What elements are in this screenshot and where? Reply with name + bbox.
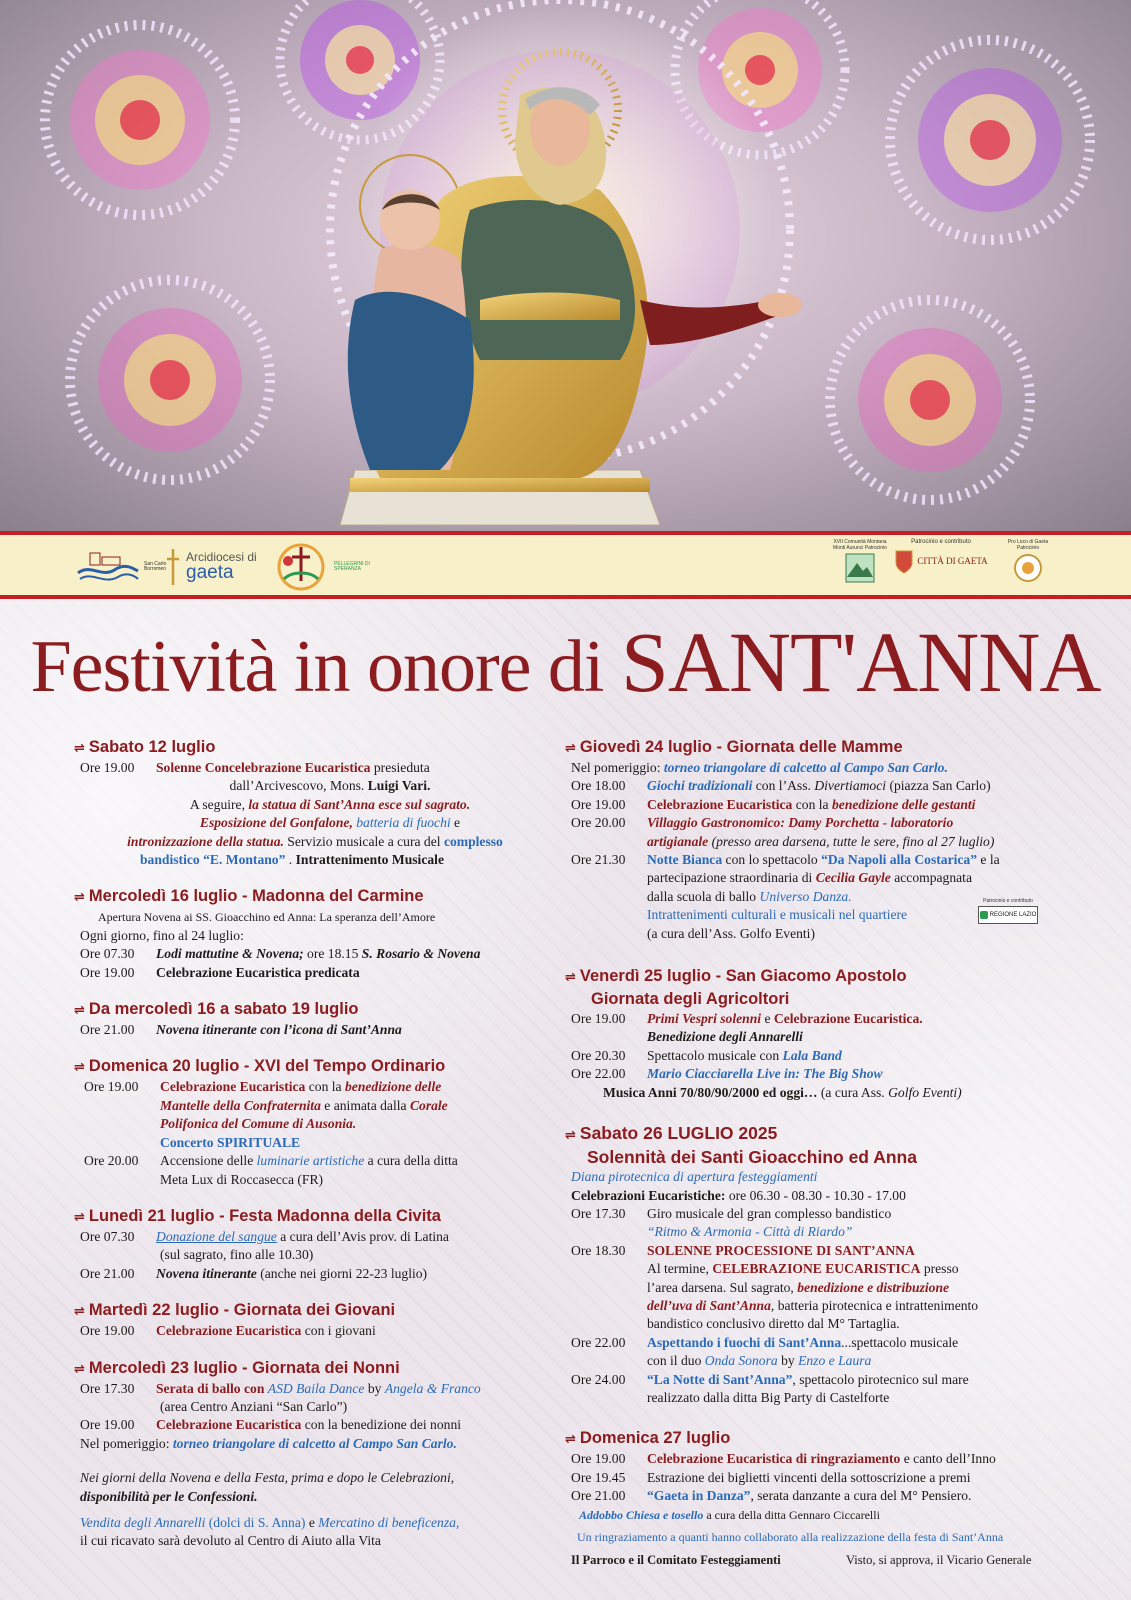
section-heading: ⇌ Domenica 27 luglio (565, 1429, 731, 1448)
statue-illustration (0, 0, 1131, 531)
ornament-icon: ⇌ (565, 1431, 576, 1447)
jubilee-icon (272, 541, 330, 593)
cross-icon (164, 547, 182, 587)
sun-icon (1013, 553, 1043, 583)
section-heading: ⇌ Giovedì 24 luglio - Giornata delle Mamme (565, 738, 903, 756)
time-label: Ore 19.00 (80, 760, 135, 775)
proloco-label: Pro Loco di Gaeta Patrocinio (1007, 539, 1049, 551)
thanks-note: Un ringraziamento a quanti hanno collaborato alla realizzazione della festa di Sant’Anna (577, 1530, 1004, 1544)
ornament-icon: ⇌ (565, 740, 576, 755)
luminaria-rosette (45, 25, 235, 215)
footer-left: Il Parroco e il Comitato Festeggiamenti (571, 1553, 781, 1567)
ornament-icon: ⇌ (74, 1002, 85, 1018)
logo-sancarlo (76, 541, 168, 593)
section-mercoledi-23: ⇌ Mercoledì 23 luglio - Giornata dei Nonni Ore 17.30 Serata di ballo con ASD Baila Dance by Angela & Franco (area Centro Anziani “San Carlo”) Ore 19.00 Celebrazione Eucaristica con la benedizione dei nonni Nel pomeriggio: torneo triangolare di calcetto al Campo San Carlo. (80, 1357, 550, 1454)
luminaria-rosette (830, 300, 1030, 500)
section-heading: ⇌ Sabato 26 LUGLIO 2025 (565, 1123, 778, 1144)
section-venerdi-25: ⇌ Venerdì 25 luglio - San Giacomo Apostolo Giornata degli Agricoltori Ore 19.00 Primi Vespri solenni e Celebrazione Eucaristica. Benedizione degli Annarelli Ore 20.30 Spettacolo musicale con Lala Band Ore 22.00 Mario Ciacciarella Live in: The Big Show Musica Anni 70/80/90/2000 ed oggi… (a cura Ass. Golfo Eventi) (571, 965, 1071, 1102)
section-heading: ⇌ Venerdì 25 luglio - San Giacomo Apostolo (565, 967, 907, 986)
luminaria-rosette (890, 40, 1090, 240)
footer-right: Visto, si approva, il Vicario Generale (846, 1553, 1032, 1567)
hero-image (0, 0, 1131, 531)
logo-band (0, 531, 1131, 599)
novena-opening: Apertura Novena ai SS. Gioacchino ed Anna: La speranza dell’Amore (98, 910, 436, 925)
comunita-label: XVII Comunità Montana Monti Aurunci Patrocinio (833, 539, 887, 551)
section-domenica-27: ⇌ Domenica 27 luglio Ore 19.00 Celebrazione Eucaristica di ringraziamento e canto dell’Inno Ore 19.45 Estrazione dei biglietti vincenti della sottoscrizione a premi Ore 21.00 “Gaeta in Danza”, serata danzante a cura del M° Pensiero. Addobbo Chiesa e tosello a cura della ditta Gennaro Ciccarelli Un ringraziamento a quanti hanno collaborato alla realizzazione della festa di Sant’Anna (571, 1427, 1071, 1546)
ornament-icon: ⇌ (565, 1127, 576, 1143)
ornament-icon: ⇌ (74, 740, 85, 755)
section-martedi-22: ⇌ Martedì 22 luglio - Giornata dei Giovani Ore 19.00 Celebrazione Eucaristica con i giovani (80, 1299, 550, 1340)
section-mercoledi-16: ⇌ Mercoledì 16 luglio - Madonna del Carmine Apertura Novena ai SS. Gioacchino ed Anna: La speranza dell’Amore Ogni giorno, fino al 24 luglio: Ore 07.30 Lodi mattutine & Novena; ore 18.15 S. Rosario & Novena Ore 19.00 Celebrazione Eucaristica predicata (80, 885, 550, 982)
citta-gaeta-label: CITTÀ DI GAETA (917, 556, 988, 566)
section-heading: ⇌ Sabato 12 luglio (74, 738, 216, 756)
section-heading: ⇌ Martedì 22 luglio - Giornata dei Giovani (74, 1301, 396, 1320)
section-heading: ⇌ Mercoledì 16 luglio - Madonna del Carmine (74, 887, 424, 906)
luminaria-rosette (70, 280, 270, 480)
section-heading: ⇌ Mercoledì 23 luglio - Giornata dei Nonni (74, 1358, 400, 1377)
section-subheading: Giornata degli Agricoltori (591, 990, 790, 1009)
section-heading: ⇌ Da mercoledì 16 a sabato 19 luglio (74, 1000, 359, 1019)
logo-comunita-montana (830, 539, 890, 585)
regione-logo-icon (980, 911, 988, 919)
title-part1: Festività in onore di (30, 626, 621, 708)
logo-citta-gaeta (886, 539, 996, 575)
left-column (74, 736, 550, 1551)
coat-of-arms-icon (894, 547, 914, 575)
section-heading: ⇌ Lunedì 21 luglio - Festa Madonna della Civita (74, 1206, 441, 1225)
title-part2: SANT'ANNA (621, 614, 1101, 710)
arcidiocesi-label: Arcidiocesi di (186, 549, 257, 564)
sancarlo-label: San Carlo Borromeo (144, 560, 167, 572)
pellegrini-label: PELLEGRINI DI SPERANZA (334, 560, 370, 572)
right-column (565, 736, 1071, 1562)
section-subheading: Solennità dei Santi Gioacchino ed Anna (587, 1147, 917, 1168)
logo-giubileo (272, 541, 374, 593)
section-domenica-20: ⇌ Domenica 20 luglio - XVI del Tempo Ordinario Ore 19.00 Celebrazione Eucaristica con la benedizione delle Mantelle della Confraternita e animata dalla Corale Polifonica del Comune di Ausonia. Concerto SPIRITUALE Ore 20.00 Accensione delle luminarie artistiche a cura della ditta Meta Lux di Roccasecca (FR) (80, 1055, 550, 1188)
section-heading: ⇌ Domenica 20 luglio - XVI del Tempo Ordinario (74, 1057, 446, 1076)
gaeta-label: gaeta (186, 562, 234, 584)
mountain-icon (845, 553, 875, 583)
section-sabato-12: ⇌ Sabato 12 luglio Ore 19.00 Solenne Concelebrazione Eucaristica presieduta dall’Arcivescovo, Mons. Luigi Vari. A seguire, la statua di Sant’Anna esce sul sagrato. Esposizione del Gonfalone, batteria di fuochi e intronizzazione della statua. Servizio musicale a cura del complesso bandistico “E. Montano” . Intrattenimento Musicale (80, 736, 550, 869)
section-lunedi-21: ⇌ Lunedì 21 luglio - Festa Madonna della Civita Ore 07.30 Donazione del sangue a cura dell’Avis prov. di Latina (sul sagrato, fino alle 10.30) Ore 21.00 Novena itinerante (anche nei giorni 22-23 luglio) (80, 1205, 550, 1283)
regione-lazio-badge: Patrocinio e contributo REGIONE LAZIO (978, 898, 1038, 924)
note-text: Ogni giorno, fino al 24 luglio: (80, 927, 244, 943)
ornament-icon: ⇌ (74, 1360, 85, 1376)
ornament-icon: ⇌ (74, 889, 85, 905)
logo-proloco (1002, 539, 1054, 585)
ornament-icon: ⇌ (565, 969, 576, 985)
ornament-icon: ⇌ (74, 1059, 85, 1075)
ornament-icon: ⇌ (74, 1303, 85, 1319)
church-wave-icon (76, 549, 140, 585)
ornament-icon: ⇌ (74, 1208, 85, 1224)
section-sabato-26: ⇌ Sabato 26 LUGLIO 2025 Solennità dei Santi Gioacchino ed Anna Diana pirotecnica di apertura festeggiamenti Celebrazioni Eucaristiche: ore 06.30 - 08.30 - 10.30 - 17.00 Ore 17.30 Giro musicale del gran complesso bandistico “Ritmo & Armonia - Città di Riardo” Ore 18.30 SOLENNE PROCESSIONE DI SANT’ANNA Al termine, CELEBRAZIONE EUCARISTICA presso l’area darsena. Sul sagrato, benedizione e distribuzione dell’uva di Sant’Anna, batteria pirotecnica e intrattenimento bandistico conclusivo diretto dal M° Tartaglia. Ore 22.00 Aspettando i fuochi di Sant’Anna...spettacolo musicale con il duo Onda Sonora by Enzo e Laura Ore 24.00 “La Notte di Sant’Anna”, spettacolo pirotecnico sul mare realizzato dalla ditta Big Party di Castelforte (571, 1122, 1071, 1407)
logo-arcidiocesi (164, 541, 257, 593)
notes: Nei giorni della Novena e della Festa, prima e dopo le Celebrazioni, disponibilità per le Confessioni. Vendita degli Annarelli (dolci di S. Anna) e Mercatino di beneficenza, il cui ricavato sarà devoluto al Centro di Aiuto alla Vita (80, 1470, 460, 1549)
page-title (0, 612, 1131, 712)
patrocinio-label: Patrocinio e contributo (911, 539, 971, 545)
section-16-19: ⇌ Da mercoledì 16 a sabato 19 luglio Ore 21.00 Novena itinerante con l’icona di Sant’Anna (80, 998, 550, 1039)
section-giovedi-24: ⇌ Giovedì 24 luglio - Giornata delle Mamme Nel pomeriggio: torneo triangolare di calcetto al Campo San Carlo. Ore 18.00 Giochi tradizionali con l’Ass. Divertiamoci (piazza San Carlo) Ore 19.00 Celebrazione Eucaristica con la benedizione delle gestanti Ore 20.00 Villaggio Gastronomico: Damy Porchetta - laboratorio artigianale (presso area darsena, tutte le sere, fino al 27 luglio) Ore 21.30 Notte Bianca con lo spettacolo “Da Napoli alla Costarica” e la partecipazione straordinaria di Cecilia Gayle accompagnata dalla scuola di ballo Universo Danza. Intrattenimenti culturali e musicali nel quartiere (a cura dell’Ass. Golfo Eventi) (571, 736, 1071, 943)
